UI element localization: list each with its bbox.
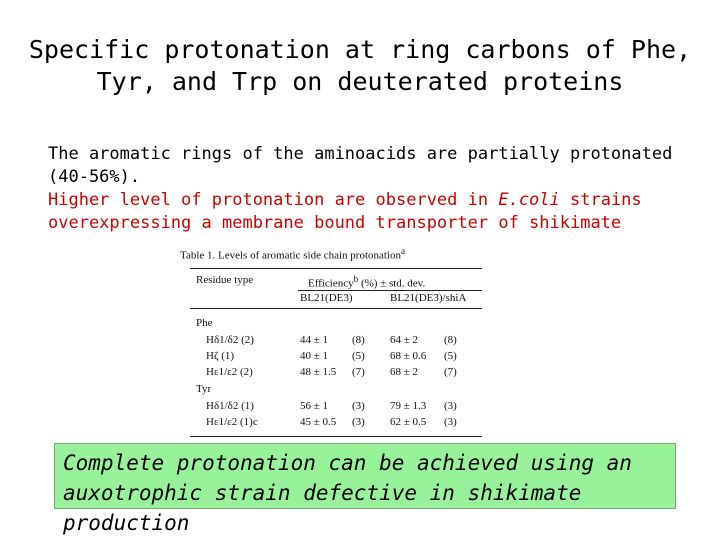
table-top-rule (190, 268, 482, 269)
callout-line-2: auxotrophic strain defective in shikimate production (63, 481, 582, 535)
row-value-1: 48 ± 1.5 (300, 366, 337, 378)
row-value-1: 56 ± 1 (300, 400, 329, 412)
row-value-2: 79 ± 1.3 (390, 400, 427, 412)
slide-title (20, 34, 700, 98)
header-residue: Residue type (196, 274, 254, 286)
row-value-1: 45 ± 0.5 (300, 416, 337, 428)
title-line-1: Specific protonation at ring carbons of Phe, (28, 35, 692, 64)
row-n-1: (3) (352, 416, 365, 428)
row-n-2: (5) (444, 350, 457, 362)
row-label: Hε1/ε2 (2) (206, 366, 253, 378)
table-bottom-rule (190, 436, 482, 437)
row-n-1: (5) (352, 350, 365, 362)
table-caption-sup: a (401, 246, 406, 256)
callout-box (54, 443, 676, 535)
table-caption (180, 246, 405, 262)
row-value-2: 68 ± 2 (390, 366, 419, 378)
row-n-2: (3) (444, 416, 457, 428)
protonation-table (180, 244, 490, 440)
row-value-1: 40 ± 1 (300, 350, 329, 362)
row-value-1: 44 ± 1 (300, 334, 329, 346)
row-value-2: 64 ± 2 (390, 334, 419, 346)
red-line-1 (48, 189, 708, 212)
body-line-1: The aromatic rings of the aminoacids are partially protonated (48, 144, 673, 164)
row-label: Tyr (196, 383, 212, 395)
row-label: Hδ1/δ2 (2) (206, 334, 254, 346)
subheader-col2: BL21(DE3)/shiA (390, 292, 467, 304)
row-label: Hδ1/δ2 (1) (206, 400, 254, 412)
red-line-2: overexpressing a membrane bound transporter of shikimate (48, 213, 622, 233)
row-label: Phe (196, 317, 213, 329)
row-n-1: (3) (352, 400, 365, 412)
row-value-2: 68 ± 0.6 (390, 350, 427, 362)
row-label: Hε1/ε2 (1)c (206, 416, 258, 428)
header-efficiency-rest: (%) ± std. dev. (358, 277, 426, 290)
table-caption-text: Table 1. Levels of aromatic side chain protonation (180, 249, 401, 262)
row-n-2: (7) (444, 366, 457, 378)
body-paragraph (48, 143, 708, 235)
callout-line-1: Complete protonation can be achieved using an (63, 451, 632, 475)
row-n-2: (3) (444, 400, 457, 412)
header-efficiency (308, 274, 425, 290)
row-n-1: (7) (352, 366, 365, 378)
header-efficiency-sup: b (353, 274, 359, 284)
row-n-1: (8) (352, 334, 365, 346)
red-line-1-ecoli: E.coli (498, 190, 560, 210)
red-line-1-a: Higher level of protonation are observed in (48, 190, 499, 210)
header-sub-rule (298, 290, 482, 291)
subheader-col1: BL21(DE3) (300, 292, 353, 304)
row-label: Hζ (1) (206, 350, 235, 362)
header-bottom-rule (190, 308, 482, 309)
header-efficiency-text: Efficiency (308, 277, 354, 290)
body-line-2: (40-56%). (48, 167, 141, 187)
row-value-2: 62 ± 0.5 (390, 416, 427, 428)
title-line-2: Tyr, and Trp on deuterated proteins (96, 67, 624, 96)
red-line-1-c: strains (559, 190, 642, 210)
row-n-2: (8) (444, 334, 457, 346)
